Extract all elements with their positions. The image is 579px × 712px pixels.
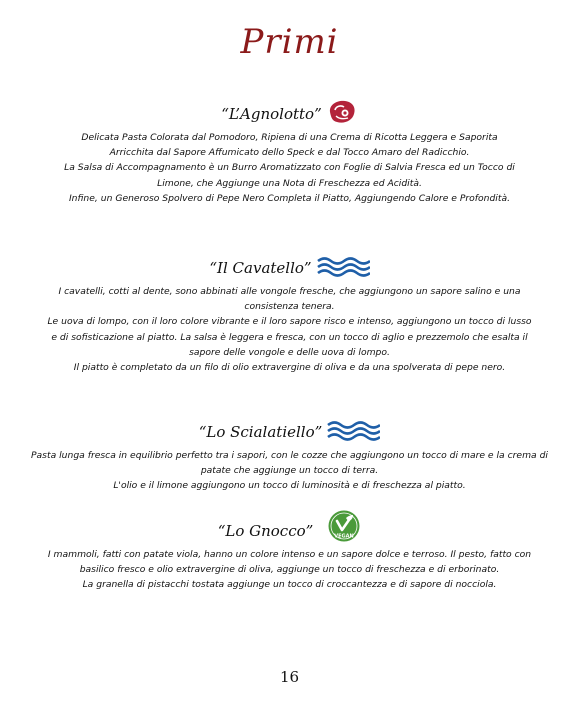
description-line: La granella di pistacchi tostata aggiunge un tocco di croccantezza e di sapore di nocciola. [82, 579, 497, 591]
description-line: sapore delle vongole e delle uova di lompo. [189, 346, 390, 358]
description-line: I mammoli, fatti con patate viola, hanno un colore intenso e un sapore dolce e terroso. Il pesto, fatto con [47, 549, 532, 560]
description-line: Infine, un Generoso Spolvero di Pepe Nero Completa il Piatto, Aggiungendo Calore e Profondità. [68, 192, 511, 204]
description-line: e di sofisticazione al piatto. La salsa è leggera e fresca, con un tocco di aglio e prezzemolo che esalta il [51, 331, 528, 343]
sea-waves-icon [326, 419, 380, 445]
meat-steak-icon [326, 98, 358, 130]
description-line: L'olio e il limone aggiungono un tocco di luminosità e di freschezza al piatto. [113, 480, 466, 492]
description-line: Delicata Pasta Colorata dal Pomodoro, Ripiena di una Crema di Ricotta Leggera e Saporita [81, 132, 498, 143]
dish-description [14, 130, 565, 206]
description-line: Pasta lunga fresca in equilibrio perfetto tra i sapori, con le cozze che aggiungono un tocco di mare e la crema di [31, 450, 548, 461]
dish-name: “Lo Gnocco” [217, 522, 314, 540]
dish-header [14, 100, 565, 128]
dish-description [14, 284, 565, 375]
description-line: patate che aggiunge un tocco di terra. [200, 465, 379, 477]
dish-description [14, 448, 565, 494]
sea-waves-icon [316, 255, 370, 281]
dish-name: “L’Agnolotto” [221, 105, 322, 123]
description-line: Le uova di lompo, con il loro colore vibrante e il loro sapore risco e intenso, aggiungono un tocco di lusso [47, 316, 532, 328]
dish-description [14, 547, 565, 593]
dish-header [14, 254, 565, 282]
description-line: Il piatto è completato da un filo di olio extravergine di oliva e da una spolverata di pepe nero. [73, 362, 506, 374]
dish-header [14, 418, 565, 446]
description-line: I cavatelli, cotti al dente, sono abbinati alle vongole fresche, che aggiungono un sapore salino e una [58, 286, 521, 297]
dish-header [14, 517, 565, 545]
dish-scialatiello [14, 418, 565, 494]
description-line: Limone, che Aggiunge una Nota di Freschezza ed Acidità. [157, 177, 422, 189]
description-line: consistenza tenera. [244, 301, 335, 313]
page-title: Primi [240, 22, 339, 62]
description-line: La Salsa di Accompagnamento è un Burro Aromatizzato con Foglie di Salvia Fresca ed un Tocco di [64, 162, 515, 174]
svg-text:VEGAN: VEGAN [334, 533, 355, 540]
page-number: 16 [279, 668, 300, 686]
vegan-badge-icon [317, 515, 361, 547]
description-line: Arricchita dal Sapore Affumicato dello Speck e dal Tocco Amaro del Radicchio. [109, 147, 470, 159]
dish-name: “Lo Scialatiello” [198, 423, 323, 441]
dish-agnolotto [14, 100, 565, 206]
dish-gnocco [14, 517, 565, 593]
dish-cavatello [14, 254, 565, 375]
description-line: basilico fresco e olio extravergine di oliva, aggiunge un tocco di freschezza e di erborinato. [79, 564, 500, 576]
dish-name: “Il Cavatello” [209, 259, 312, 277]
